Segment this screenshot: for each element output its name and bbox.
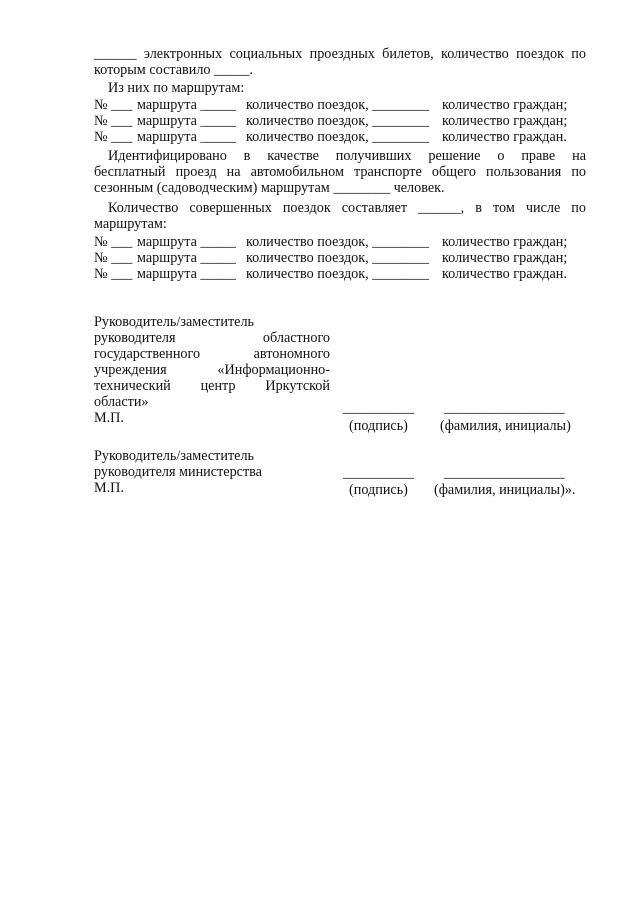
route-number: № ___ xyxy=(94,266,133,282)
route-trips: количество поездок, ________ xyxy=(246,234,430,250)
route-trips: количество поездок, ________ xyxy=(246,266,430,282)
route-citizens: количество граждан. xyxy=(442,266,567,282)
routes-list-1 xyxy=(94,97,586,145)
signature-caption: (подпись) xyxy=(349,418,408,434)
route-name: маршрута _____ xyxy=(137,113,236,129)
signatory-title-line: Руководитель/заместитель xyxy=(94,314,255,330)
paragraph-identified xyxy=(94,148,586,196)
route-number: № ___ xyxy=(94,113,133,129)
route-citizens: количество граждан; xyxy=(442,234,568,250)
route-name: маршрута _____ xyxy=(137,129,236,145)
route-name: маршрута _____ xyxy=(137,97,236,113)
route-trips: количество поездок, ________ xyxy=(246,129,430,145)
route-number: № ___ xyxy=(94,97,133,113)
signatory-title-line: учреждения «Информационно- xyxy=(94,362,330,378)
stamp-mark: М.П. xyxy=(94,480,124,496)
route-citizens: количество граждан; xyxy=(442,97,568,113)
name-line: _________________ xyxy=(444,465,565,481)
paragraph-line: бесплатный проезд на автомобильном транспорте общего пользования по xyxy=(94,164,586,180)
name-line: _________________ xyxy=(444,400,565,416)
signatory-title-line: области» xyxy=(94,394,149,410)
route-row xyxy=(94,234,586,250)
route-trips: количество поездок, ________ xyxy=(246,250,430,266)
signature-caption: (подпись) xyxy=(349,482,408,498)
signature-line: __________ xyxy=(343,400,414,416)
stamp-mark: М.П. xyxy=(94,410,124,426)
route-row xyxy=(94,250,586,266)
paragraph-line: которым составило _____. xyxy=(94,62,254,78)
signatory-title-line: Руководитель/заместитель xyxy=(94,448,255,464)
paragraph-line: Количество совершенных поездок составляет ______, в том числе по xyxy=(108,200,586,216)
name-caption: (фамилия, инициалы)». xyxy=(434,482,576,498)
routes-list-2 xyxy=(94,234,586,282)
routes-intro-text: Из них по маршрутам: xyxy=(108,80,245,96)
signature-block-ministry xyxy=(94,448,330,496)
route-name: маршрута _____ xyxy=(137,250,236,266)
paragraph-trips-count xyxy=(94,200,586,232)
route-row xyxy=(94,129,586,145)
route-citizens: количество граждан. xyxy=(442,129,567,145)
paragraph-line: Идентифицировано в качестве получивших решение о праве на xyxy=(108,148,586,164)
route-number: № ___ xyxy=(94,234,133,250)
name-caption: (фамилия, инициалы) xyxy=(440,418,571,434)
route-row xyxy=(94,97,586,113)
route-number: № ___ xyxy=(94,129,133,145)
signatory-title-line: руководителя министерства xyxy=(94,464,262,480)
route-name: маршрута _____ xyxy=(137,266,236,282)
signatory-title-line: руководителя областного xyxy=(94,330,330,346)
routes-intro xyxy=(94,80,586,96)
paragraph-line: маршрутам: xyxy=(94,216,167,232)
route-citizens: количество граждан; xyxy=(442,113,568,129)
signatory-title-line: технический центр Иркутской xyxy=(94,378,330,394)
signature-line: __________ xyxy=(343,465,414,481)
paragraph-tickets xyxy=(94,46,586,78)
route-number: № ___ xyxy=(94,250,133,266)
route-citizens: количество граждан; xyxy=(442,250,568,266)
route-name: маршрута _____ xyxy=(137,234,236,250)
route-row xyxy=(94,266,586,282)
route-trips: количество поездок, ________ xyxy=(246,97,430,113)
route-trips: количество поездок, ________ xyxy=(246,113,430,129)
signatory-title-line: государственного автономного xyxy=(94,346,330,362)
route-row xyxy=(94,113,586,129)
paragraph-line: сезонным (садоводческим) маршрутам ________ человек. xyxy=(94,180,445,196)
paragraph-line: ______ электронных социальных проездных билетов, количество поездок по xyxy=(94,46,586,62)
signature-block-institution xyxy=(94,314,330,426)
